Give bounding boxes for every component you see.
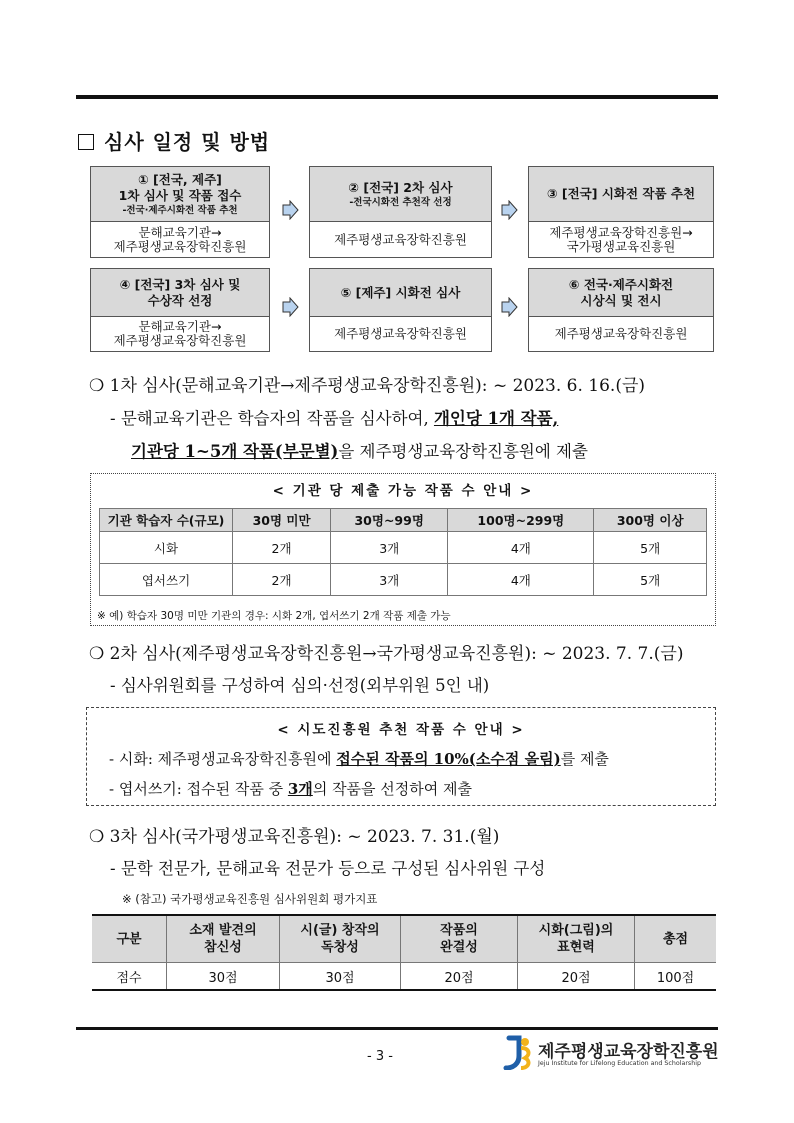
- table-header-cell: 작품의 완결성: [401, 915, 518, 963]
- table-cell: 30점: [280, 963, 401, 991]
- flow-step-1: [90, 166, 270, 258]
- table-cell: 엽서쓰기: [100, 564, 233, 596]
- flow-arrow-icon: [501, 200, 518, 220]
- table-cell: 100점: [635, 963, 717, 991]
- flow-step-1-body: 문해교육기관→ 제주평생교육장학진흥원: [113, 224, 247, 254]
- table-cell: 4개: [448, 532, 594, 564]
- org-name-en: Jeju Institute for Lifelong Education and Scholarship: [538, 1060, 701, 1067]
- flow-arrow-icon: [282, 297, 299, 317]
- table-row: [92, 963, 716, 991]
- table-cell: 2개: [233, 564, 331, 596]
- round2-bullet: ❍ 2차 심사(제주평생교육장학진흥원→국가평생교육진흥원): ~ 2023. 7. 7.(금): [89, 644, 684, 664]
- table-cell: 점수: [92, 963, 167, 991]
- round3-bullet: ❍ 3차 심사(국가평생교육진흥원): ~ 2023. 7. 31.(월): [89, 827, 500, 847]
- institute-logo-icon: [503, 1034, 533, 1070]
- submission-count-table: [99, 508, 707, 596]
- table-header-cell: 100명~299명: [448, 509, 594, 532]
- table-header-cell: 30명~99명: [331, 509, 448, 532]
- flow-arrow-icon: [501, 297, 518, 317]
- flow-step-5: [309, 268, 492, 352]
- table-row: [100, 564, 707, 596]
- flow-step-1-head: ① [전국, 제주] 1차 심사 및 작품 접수 -전국·제주시화전 작품 추천: [91, 167, 269, 222]
- recommendation-guide-box: [86, 707, 716, 806]
- round1-dash-line2: 기관당 1~5개 작품(부문별)을 제주평생교육장학진흥원에 제출: [131, 442, 588, 461]
- table-row: [100, 532, 707, 564]
- flow-step-2-head: ② [전국] 2차 심사 -전국시화전 추천작 선정: [310, 167, 491, 222]
- recommendation-guide-title: < 시도진흥원 추천 작품 수 안내 >: [277, 722, 525, 738]
- recommendation-line-2: - 엽서쓰기: 접수된 작품 중 3개의 작품을 선정하여 제출: [109, 780, 473, 798]
- table-header-cell: 시(글) 창작의 독창성: [280, 915, 401, 963]
- table-header-row: [92, 915, 716, 963]
- top-rule: [76, 95, 718, 99]
- table-header-cell: 총점: [635, 915, 717, 963]
- flow-step-4-head: ④ [전국] 3차 심사 및 수상작 선정: [91, 269, 269, 317]
- table-header-cell: 구분: [92, 915, 167, 963]
- table-cell: 5개: [594, 564, 707, 596]
- flow-step-4: [90, 268, 270, 352]
- evaluation-reference-note: ※ (참고) 국가평생교육진흥원 심사위원회 평가지표: [122, 892, 378, 906]
- table-cell: 20점: [518, 963, 635, 991]
- table-header-cell: 소재 발견의 참신성: [167, 915, 280, 963]
- org-name-ko: 제주평생교육장학진흥원: [538, 1042, 719, 1062]
- table-header-row: [100, 509, 707, 532]
- table-header-cell: 시화(그림)의 표현력: [518, 915, 635, 963]
- flow-step-5-head: ⑤ [제주] 시화전 심사: [310, 269, 491, 317]
- table-header-cell: 30명 미만: [233, 509, 331, 532]
- flow-arrow-icon: [282, 200, 299, 220]
- flow-step-3-body: 제주평생교육장학진흥원→ 국가평생교육진흥원: [549, 224, 693, 254]
- evaluation-table: [92, 914, 716, 991]
- checkbox-square-icon: [78, 134, 94, 150]
- table-header-cell: 기관 학습자 수(규모): [100, 509, 233, 532]
- round1-bullet: ❍ 1차 심사(문해교육기관→제주평생교육장학진흥원): ~ 2023. 6. 16.(금): [89, 376, 646, 396]
- flow-step-4-body: 문해교육기관→ 제주평생교육장학진흥원: [113, 319, 247, 348]
- table-cell: 20점: [401, 963, 518, 991]
- table-cell: 4개: [448, 564, 594, 596]
- flow-step-6-head: ⑥ 전국·제주시화전 시상식 및 전시: [529, 269, 713, 317]
- bottom-rule: [76, 1027, 718, 1030]
- table-cell: 3개: [331, 564, 448, 596]
- table-note: ※ 예) 학습자 30명 미만 기관의 경우: 시화 2개, 엽서쓰기 2개 작품 제출 가능: [97, 610, 451, 622]
- flow-step-3-head: ③ [전국] 시화전 작품 추천: [529, 167, 713, 222]
- flow-step-6-body: 제주평생교육장학진흥원: [554, 326, 688, 341]
- round3-dash: - 문학 전문가, 문해교육 전문가 등으로 구성된 심사위원 구성: [110, 859, 546, 878]
- table-cell: 5개: [594, 532, 707, 564]
- table-cell: 2개: [233, 532, 331, 564]
- flow-step-5-body: 제주평생교육장학진흥원: [334, 326, 467, 341]
- flow-step-6: [528, 268, 714, 352]
- flow-step-2: [309, 166, 492, 258]
- table-cell: 시화: [100, 532, 233, 564]
- round1-dash-line1: - 문해교육기관은 학습자의 작품을 심사하여, 개인당 1개 작품,: [110, 409, 559, 428]
- section-title: 심사 일정 및 방법: [78, 126, 270, 155]
- flow-step-2-body: 제주평생교육장학진흥원: [334, 231, 467, 247]
- table-cell: 3개: [331, 532, 448, 564]
- submission-guide-box: [90, 473, 716, 626]
- submission-guide-title: < 기관 당 제출 가능 작품 수 안내 >: [272, 483, 534, 499]
- round2-dash: - 심사위원회를 구성하여 심의·선정(외부위원 5인 내): [110, 676, 490, 695]
- page-number: - 3 -: [367, 1049, 393, 1064]
- recommendation-line-1: - 시화: 제주평생교육장학진흥원에 접수된 작품의 10%(소수점 올림)를 제출: [109, 750, 609, 768]
- table-cell: 30점: [167, 963, 280, 991]
- table-header-cell: 300명 이상: [594, 509, 707, 532]
- flow-step-3: [528, 166, 714, 258]
